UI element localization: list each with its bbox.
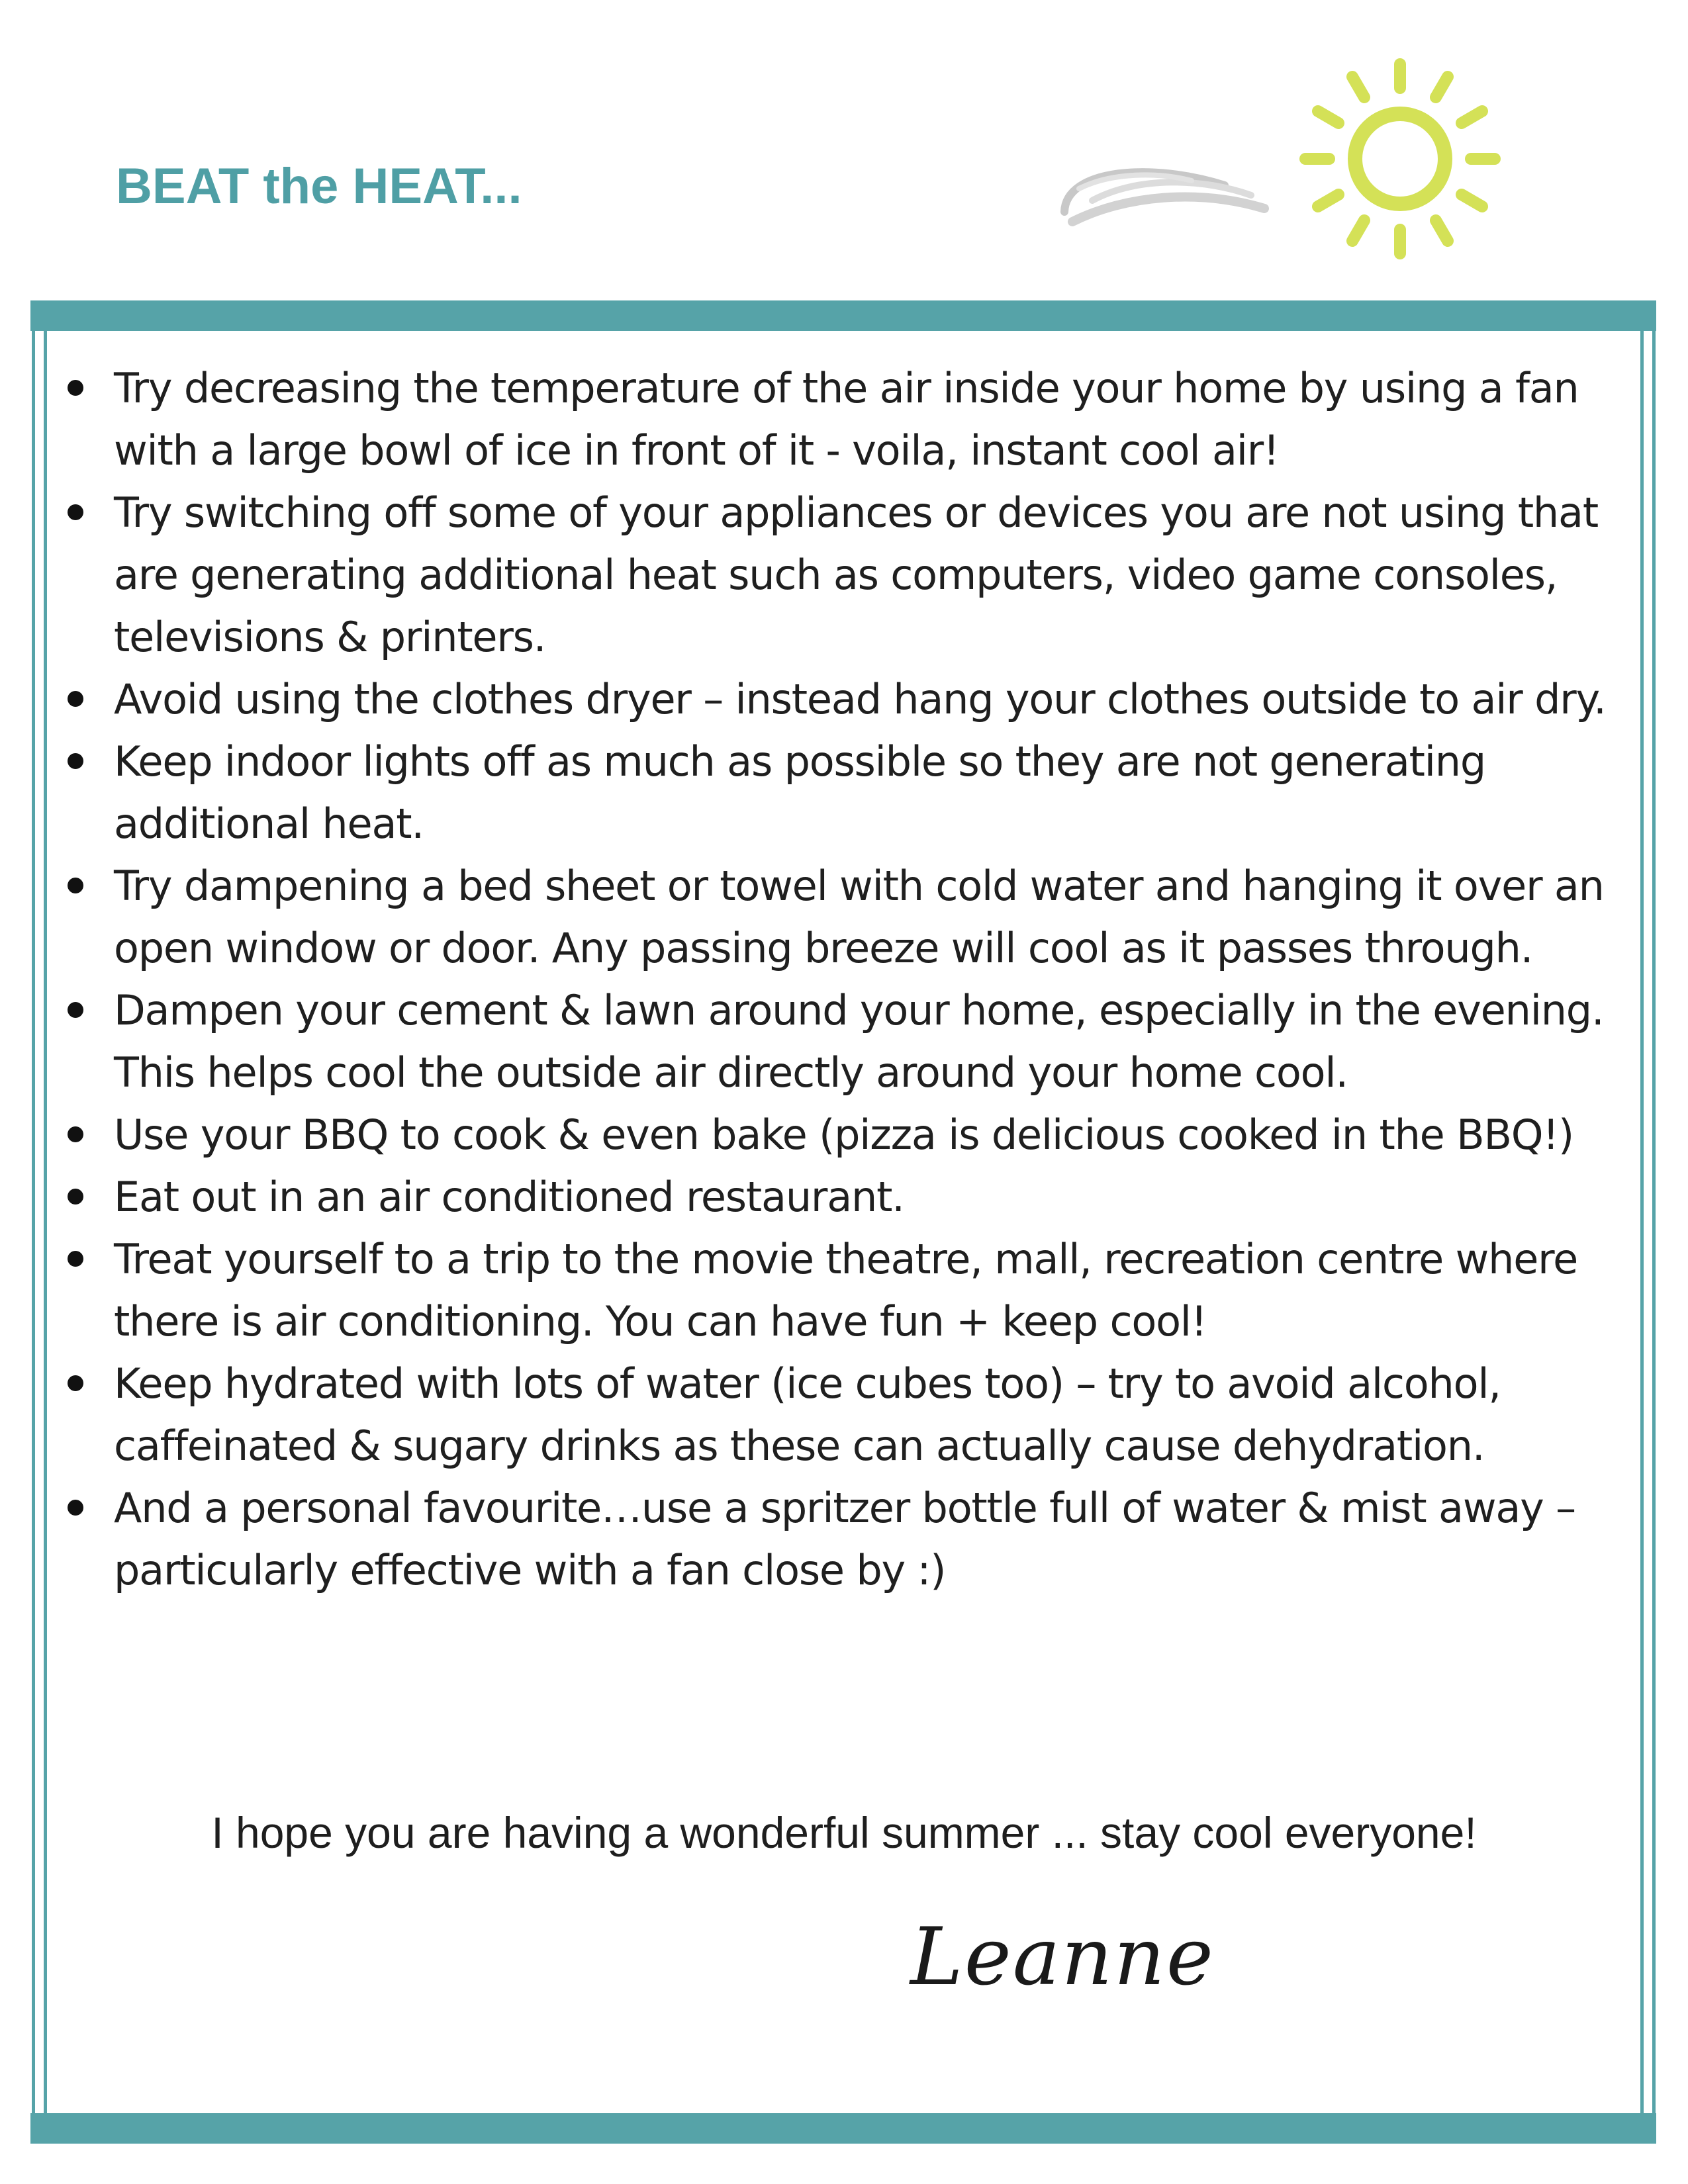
bullet-icon bbox=[68, 878, 83, 893]
list-item bbox=[60, 1228, 1635, 1353]
list-item bbox=[60, 357, 1635, 482]
tip-text: Try decreasing the temperature of the air inside your home by using a fan with a large bowl of ice in front of it - voila, instant cool air! bbox=[114, 364, 1579, 475]
bullet-icon bbox=[68, 1251, 83, 1267]
tip-text: Dampen your cement & lawn around your home, especially in the evening. This helps cool the outside air directly around your home cool. bbox=[114, 986, 1604, 1097]
list-item bbox=[60, 1166, 1635, 1228]
bullet-icon bbox=[68, 753, 83, 769]
list-item bbox=[60, 1477, 1635, 1602]
tip-text: Treat yourself to a trip to the movie theatre, mall, recreation centre where there is air conditioning. You can have fun + keep cool! bbox=[114, 1235, 1578, 1345]
tip-text: Avoid using the clothes dryer – instead hang your clothes outside to air dry. bbox=[114, 675, 1606, 723]
tip-text: Try switching off some of your appliances or devices you are not using that are generating additional heat such as computers, video game consoles, televisions & printers. bbox=[114, 488, 1598, 661]
list-item bbox=[60, 731, 1635, 855]
tips-section bbox=[60, 357, 1635, 1602]
bullet-icon bbox=[68, 1126, 83, 1142]
list-item bbox=[60, 1353, 1635, 1477]
bullet-icon bbox=[68, 1189, 83, 1205]
tip-text: Try dampening a bed sheet or towel with cold water and hanging it over an open window or door. Any passing breeze will cool as it passes through. bbox=[114, 862, 1604, 972]
list-item bbox=[60, 668, 1635, 731]
sun-icon bbox=[1297, 56, 1503, 261]
bullet-icon bbox=[68, 1002, 83, 1018]
signature: Leanne bbox=[910, 1911, 1215, 2003]
bottom-border-band bbox=[30, 2113, 1656, 2144]
bullet-icon bbox=[68, 1500, 83, 1516]
tips-list bbox=[60, 357, 1635, 1602]
list-item bbox=[60, 855, 1635, 979]
bullet-icon bbox=[68, 380, 83, 396]
tip-text: And a personal favourite…use a spritzer bottle full of water & mist away – particularly effective with a fan close by :) bbox=[114, 1484, 1575, 1594]
list-item bbox=[60, 979, 1635, 1104]
top-border-band bbox=[30, 300, 1656, 331]
wind-swirl-icon bbox=[1053, 149, 1271, 235]
list-item bbox=[60, 1104, 1635, 1166]
page-title: BEAT the HEAT... bbox=[116, 158, 522, 214]
tip-text: Eat out in an air conditioned restaurant. bbox=[114, 1173, 904, 1221]
bullet-icon bbox=[68, 1375, 83, 1391]
closing-message: I hope you are having a wonderful summer ... stay cool everyone! bbox=[211, 1808, 1477, 1857]
tip-text: Keep hydrated with lots of water (ice cubes too) – try to avoid alcohol, caffeinated & sugary drinks as these can actually cause dehydration. bbox=[114, 1359, 1501, 1470]
bullet-icon bbox=[68, 504, 83, 520]
tip-text: Use your BBQ to cook & even bake (pizza is delicious cooked in the BBQ!) bbox=[114, 1111, 1574, 1159]
tip-text: Keep indoor lights off as much as possible so they are not generating additional heat. bbox=[114, 737, 1486, 848]
list-item bbox=[60, 482, 1635, 668]
bullet-icon bbox=[68, 691, 83, 707]
